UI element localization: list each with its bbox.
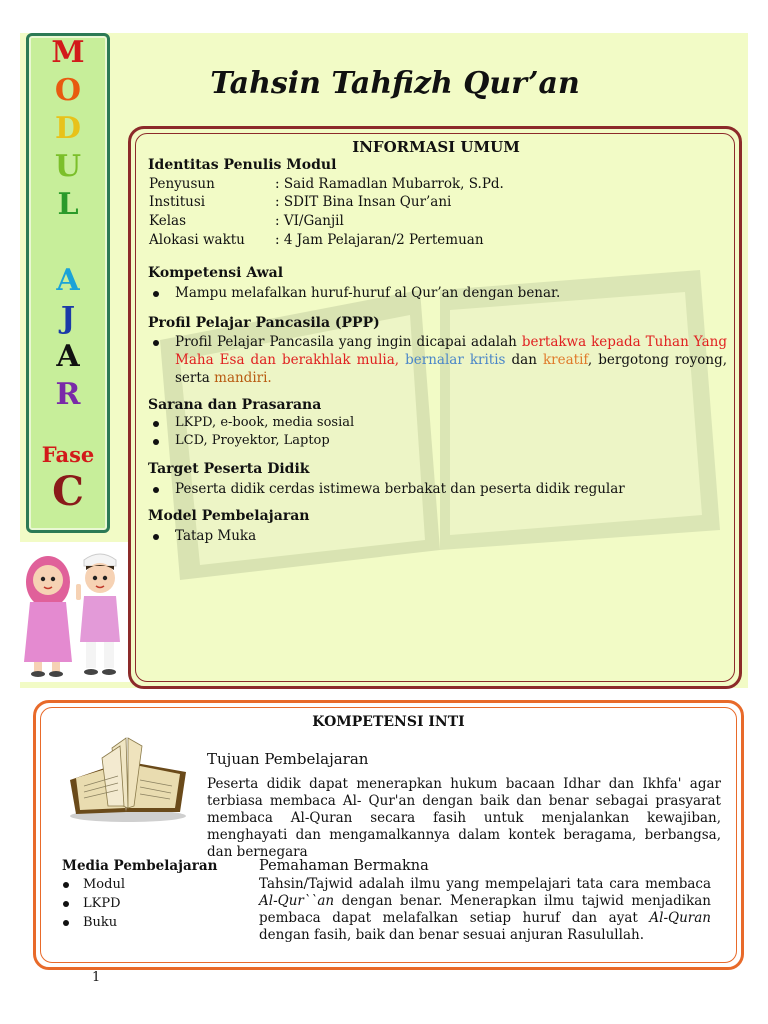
pemahaman-text: dengan benar. Menerapkan ilmu tajwid menjadikan pembaca dapat melafalkan setiap huruf dan ayat <box>259 893 711 926</box>
ppp-blue-text: bernalar kritis <box>405 352 506 368</box>
pemahaman-text: Tahsin/Tajwid adalah ilmu yang mempelajari tata cara membaca <box>259 876 711 892</box>
bullet-dot <box>153 421 159 427</box>
sidebar-letter: M <box>51 35 85 70</box>
tujuan-paragraph: Peserta didik dapat menerapkan hukum bacaan Idhar dan Ikhfa' agar terbiasa membaca Al- Qur'an dengan baik dan benar sebagai prasyarat membaca Al-Quran secara fasih untuk menjalankan kewajiban, menghayati dan mengamalkannya dalam kontek beragama, berbangsa, dan bernegara <box>207 776 721 860</box>
identitas-value: : Said Ramadlan Mubarrok, S.Pd. <box>275 176 504 192</box>
identitas-label: Alokasi waktu <box>149 232 245 248</box>
pemahaman-heading: Pemahaman Bermakna <box>259 858 429 874</box>
bullet-dot <box>63 901 69 907</box>
model-heading: Model Pembelajaran <box>148 508 310 524</box>
sidebar-letter: U <box>54 149 82 184</box>
ppp-text: Profil Pelajar Pancasila yang ingin dicapai adalah <box>175 334 522 350</box>
page-number: 1 <box>92 970 101 985</box>
children-illustration <box>20 542 130 682</box>
sidebar-letter: O <box>54 73 82 108</box>
target-heading: Target Peserta Didik <box>148 461 310 477</box>
pemahaman-italic: Al-Qur``an <box>259 893 335 909</box>
media-heading: Media Pembelajaran <box>62 858 218 874</box>
bullet-dot <box>153 291 159 297</box>
bullet-dot <box>153 534 159 540</box>
ppp-heading: Profil Pelajar Pancasila (PPP) <box>148 315 380 331</box>
identitas-label: Kelas <box>149 213 187 229</box>
pemahaman-paragraph <box>259 876 711 944</box>
sidebar-letter: J <box>60 301 76 336</box>
identitas-value: : VI/Ganjil <box>275 213 344 229</box>
quran-book-image <box>62 728 194 826</box>
tujuan-heading: Tujuan Pembelajaran <box>207 750 369 768</box>
ppp-brown-text: mandiri. <box>214 370 272 386</box>
media-item: Modul <box>83 877 125 892</box>
bullet-dot <box>153 439 159 445</box>
pemahaman-text: dengan fasih, baik dan benar sesuai anjuran Rasulullah. <box>259 927 644 943</box>
ppp-orange-text: kreatif <box>542 352 588 368</box>
identitas-value: : SDIT Bina Insan Qur’ani <box>275 194 452 210</box>
sarana-heading: Sarana dan Prasarana <box>148 397 322 413</box>
sidebar-letter: D <box>54 111 81 146</box>
pemahaman-italic: Al-Quran <box>649 910 711 926</box>
identitas-label: Institusi <box>149 194 206 210</box>
fase-label: Fase <box>41 442 95 467</box>
target-item: Peserta didik cerdas istimewa berbakat dan peserta didik regular <box>175 481 625 497</box>
fase-value: C <box>52 468 84 515</box>
identitas-label: Penyusun <box>149 176 215 192</box>
informasi-umum-heading: INFORMASI UMUM <box>352 138 520 156</box>
bullet-dot <box>153 487 159 493</box>
bullet-dot <box>153 340 159 346</box>
identitas-heading: Identitas Penulis Modul <box>148 157 337 173</box>
model-item: Tatap Muka <box>175 528 257 544</box>
bullet-dot <box>63 920 69 926</box>
sarana-item: LCD, Proyektor, Laptop <box>175 433 330 448</box>
ppp-text: , bergotong royong, serta <box>175 352 728 386</box>
media-item: Buku <box>83 915 118 930</box>
document-title: Tahsin Tahfizh Qur’an <box>210 66 580 101</box>
kompetensi-inti-heading: KOMPETENSI INTI <box>312 714 465 730</box>
ppp-paragraph <box>175 333 727 387</box>
modul-ajar-sidebar <box>26 33 110 533</box>
sidebar-letter: A <box>56 263 80 298</box>
ppp-text: dan <box>505 352 543 368</box>
sarana-item: LKPD, e-book, media sosial <box>175 415 355 430</box>
kompetensi-awal-heading: Kompetensi Awal <box>148 265 284 281</box>
identitas-value: : 4 Jam Pelajaran/2 Pertemuan <box>275 232 484 248</box>
sidebar-letter: L <box>57 187 79 222</box>
ppp-red-text: bertakwa kepada Tuhan Yang Maha Esa dan berakhlak mulia, <box>175 334 728 368</box>
media-item: LKPD <box>83 896 121 911</box>
sidebar-letter: R <box>55 377 81 412</box>
kompetensi-awal-item: Mampu melafalkan huruf-huruf al Qur’an dengan benar. <box>175 285 561 301</box>
sidebar-letter: A <box>56 339 80 374</box>
bullet-dot <box>63 882 69 888</box>
